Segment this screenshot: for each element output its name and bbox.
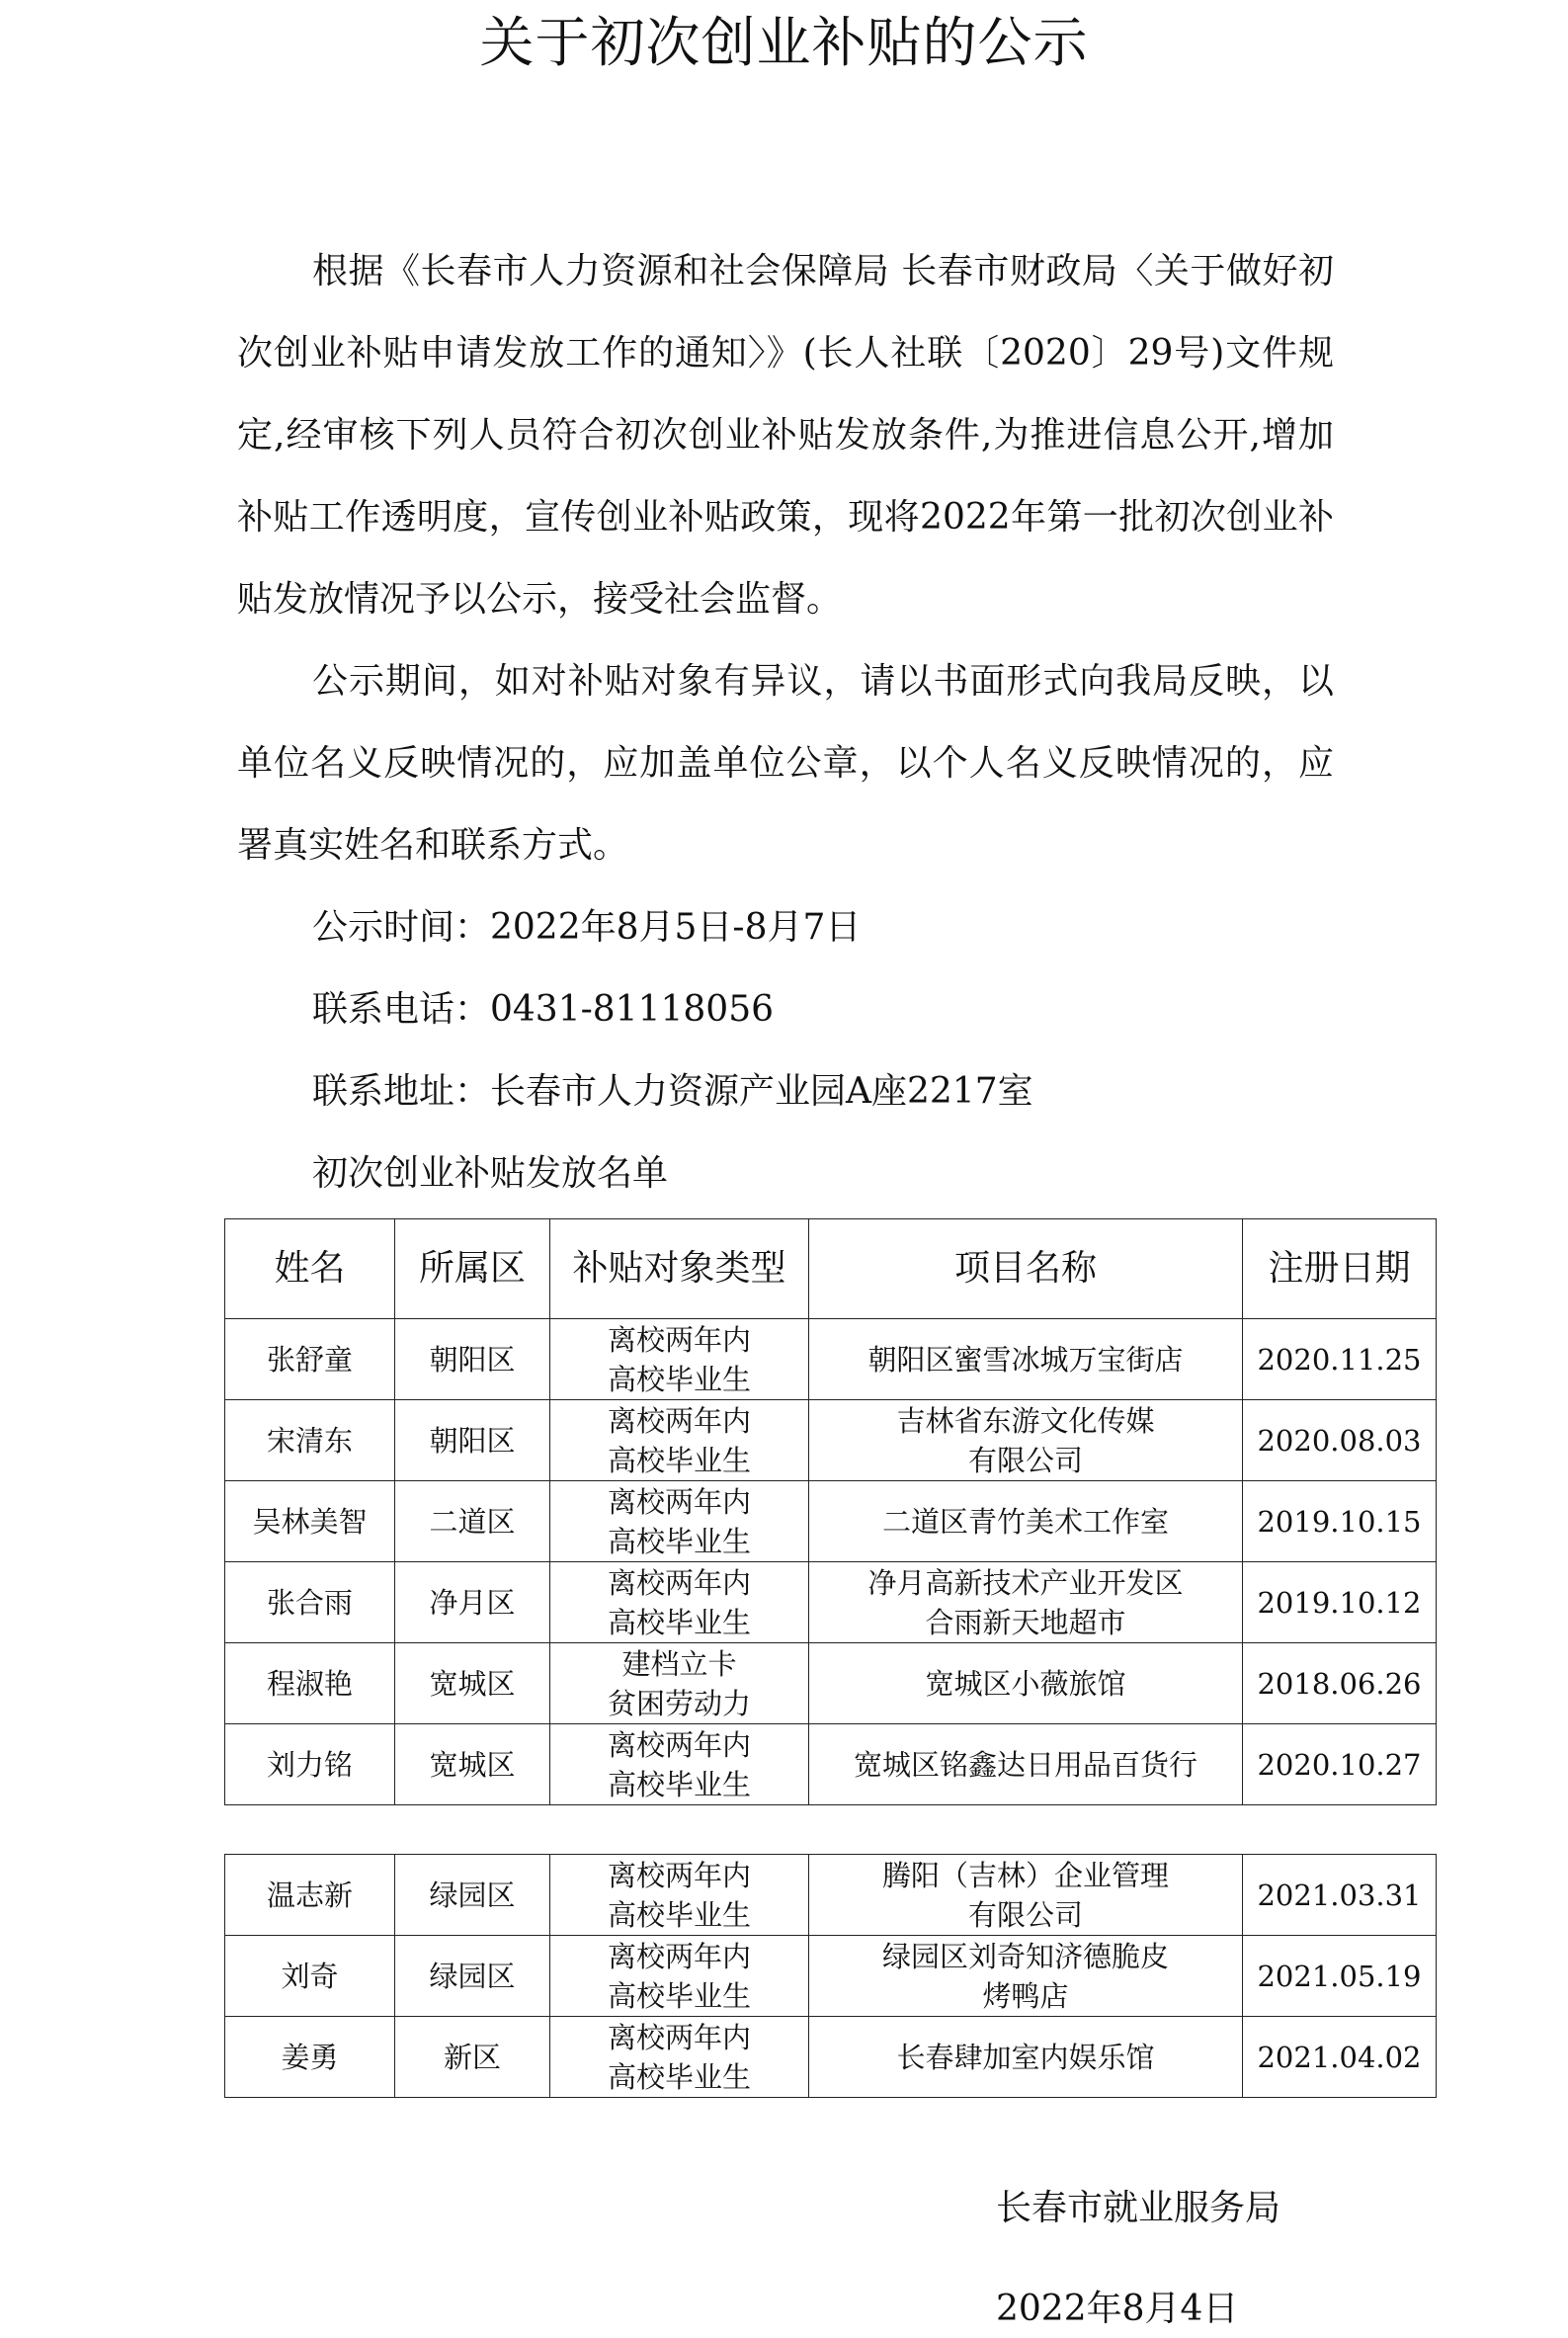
cell-project-line: 有限公司 (967, 1443, 1083, 1477)
cell-district: 宽城区 (395, 1643, 550, 1724)
subsidy-table-part2 (224, 1854, 1437, 2098)
cell-type (550, 1562, 809, 1643)
cell-name: 姜勇 (225, 2017, 395, 2098)
header-district: 所属区 (395, 1219, 550, 1319)
cell-project (809, 1643, 1243, 1724)
cell-project (809, 1319, 1243, 1400)
cell-type-line: 高校毕业生 (607, 1362, 751, 1396)
cell-date: 2020.10.27 (1243, 1724, 1437, 1805)
table-row (225, 1400, 1437, 1481)
cell-type-line: 高校毕业生 (607, 1897, 751, 1932)
cell-project-line: 二道区青竹美术工作室 (881, 1504, 1169, 1539)
page-title: 关于初次创业补贴的公示 (479, 11, 1089, 74)
cell-type-line: 高校毕业生 (607, 1767, 751, 1801)
cell-type-line: 高校毕业生 (607, 1978, 751, 2013)
cell-type-line: 高校毕业生 (607, 2059, 751, 2094)
cell-district: 二道区 (395, 1481, 550, 1562)
contact-phone: 联系电话：0431-81118056 (312, 989, 775, 1030)
cell-type-line: 贫困劳动力 (607, 1686, 751, 1720)
table-row (225, 1855, 1437, 1936)
cell-type-line: 离校两年内 (607, 1484, 751, 1519)
intro-paragraph: 根据《长春市人力资源和社会保障局 长春市财政局〈关于做好初次创业补贴申请发放工作的通知〉》(长人社联〔2020〕29号)文件规定,经审核下列人员符合初次创业补贴发放条件,为推进信息公开,增加补贴工作透明度，宣传创业补贴政策，现将2022年第一批初次创业补贴发放情况予以公示，接受社会监督。 (237, 251, 1334, 620)
cell-type-line: 建档立卡 (621, 1646, 737, 1681)
cell-name: 吴林美智 (225, 1481, 395, 1562)
cell-name: 张舒童 (225, 1319, 395, 1400)
cell-type-line: 离校两年内 (607, 1858, 751, 1892)
cell-date: 2019.10.15 (1243, 1481, 1437, 1562)
cell-district: 绿园区 (395, 1936, 550, 2017)
cell-project (809, 1481, 1243, 1562)
cell-type-line: 离校两年内 (607, 1565, 751, 1600)
cell-project (809, 1855, 1243, 1936)
cell-project-line: 有限公司 (967, 1897, 1083, 1932)
cell-project-line: 宽城区小薇旅馆 (925, 1666, 1126, 1701)
cell-project-line: 合雨新天地超市 (925, 1605, 1126, 1639)
header-name: 姓名 (225, 1219, 395, 1319)
header-project: 项目名称 (809, 1219, 1243, 1319)
cell-type (550, 1400, 809, 1481)
cell-type-line: 离校两年内 (607, 1939, 751, 1973)
cell-name: 刘奇 (225, 1936, 395, 2017)
cell-type (550, 1724, 809, 1805)
cell-project-line: 绿园区刘奇知济德脆皮 (881, 1939, 1169, 1973)
table-row (225, 2017, 1437, 2098)
cell-district: 净月区 (395, 1562, 550, 1643)
cell-date: 2020.08.03 (1243, 1400, 1437, 1481)
cell-type-line: 离校两年内 (607, 1403, 751, 1438)
header-type: 补贴对象类型 (550, 1219, 809, 1319)
table-row (225, 1319, 1437, 1400)
cell-date: 2021.05.19 (1243, 1936, 1437, 2017)
cell-type-line: 高校毕业生 (607, 1443, 751, 1477)
cell-type (550, 1855, 809, 1936)
cell-project-line: 宽城区铭鑫达日用品百货行 (853, 1747, 1197, 1782)
cell-type-line: 高校毕业生 (607, 1524, 751, 1558)
cell-project-line: 净月高新技术产业开发区 (867, 1565, 1184, 1600)
cell-district: 朝阳区 (395, 1400, 550, 1481)
table-row (225, 1936, 1437, 2017)
publicity-period: 公示时间：2022年8月5日-8月7日 (312, 907, 862, 948)
list-title: 初次创业补贴发放名单 (312, 1153, 669, 1194)
cell-project (809, 1400, 1243, 1481)
cell-district: 朝阳区 (395, 1319, 550, 1400)
cell-type (550, 2017, 809, 2098)
cell-type (550, 1481, 809, 1562)
cell-name: 宋清东 (225, 1400, 395, 1481)
cell-type-line: 离校两年内 (607, 1322, 751, 1357)
cell-type-line: 高校毕业生 (607, 1605, 751, 1639)
cell-type (550, 1319, 809, 1400)
cell-name: 刘力铭 (225, 1724, 395, 1805)
cell-date: 2020.11.25 (1243, 1319, 1437, 1400)
table-row (225, 1643, 1437, 1724)
cell-district: 绿园区 (395, 1855, 550, 1936)
cell-project (809, 1724, 1243, 1805)
cell-date: 2018.06.26 (1243, 1643, 1437, 1724)
issuing-organization: 长春市就业服务局 (996, 2188, 1281, 2228)
cell-district: 宽城区 (395, 1724, 550, 1805)
table-row (225, 1724, 1437, 1805)
cell-type-line: 离校两年内 (607, 1727, 751, 1762)
subsidy-table-part1 (224, 1218, 1437, 1805)
cell-type-line: 离校两年内 (607, 2020, 751, 2054)
cell-date: 2019.10.12 (1243, 1562, 1437, 1643)
header-date: 注册日期 (1243, 1219, 1437, 1319)
cell-project (809, 1562, 1243, 1643)
table-row (225, 1481, 1437, 1562)
cell-date: 2021.03.31 (1243, 1855, 1437, 1936)
cell-name: 温志新 (225, 1855, 395, 1936)
cell-district: 新区 (395, 2017, 550, 2098)
cell-name: 张合雨 (225, 1562, 395, 1643)
cell-project-line: 烤鸭店 (982, 1978, 1069, 2013)
contact-address: 联系地址：长春市人力资源产业园A座2217室 (312, 1071, 1033, 1112)
cell-name: 程淑艳 (225, 1643, 395, 1724)
cell-project-line: 吉林省东游文化传媒 (896, 1403, 1155, 1438)
cell-project-line: 长春肆加室内娱乐馆 (896, 2040, 1155, 2074)
cell-project (809, 1936, 1243, 2017)
cell-project-line: 朝阳区蜜雪冰城万宝街店 (867, 1342, 1184, 1377)
cell-date: 2021.04.02 (1243, 2017, 1437, 2098)
cell-project (809, 2017, 1243, 2098)
issue-date: 2022年8月4日 (996, 2289, 1239, 2329)
cell-type (550, 1936, 809, 2017)
table-header-row (225, 1219, 1437, 1319)
cell-project-line: 腾阳（吉林）企业管理 (881, 1858, 1169, 1892)
cell-type (550, 1643, 809, 1724)
table-row (225, 1562, 1437, 1643)
objection-paragraph: 公示期间，如对补贴对象有异议，请以书面形式向我局反映，以单位名义反映情况的，应加盖单位公章，以个人名义反映情况的，应署真实姓名和联系方式。 (237, 661, 1334, 866)
